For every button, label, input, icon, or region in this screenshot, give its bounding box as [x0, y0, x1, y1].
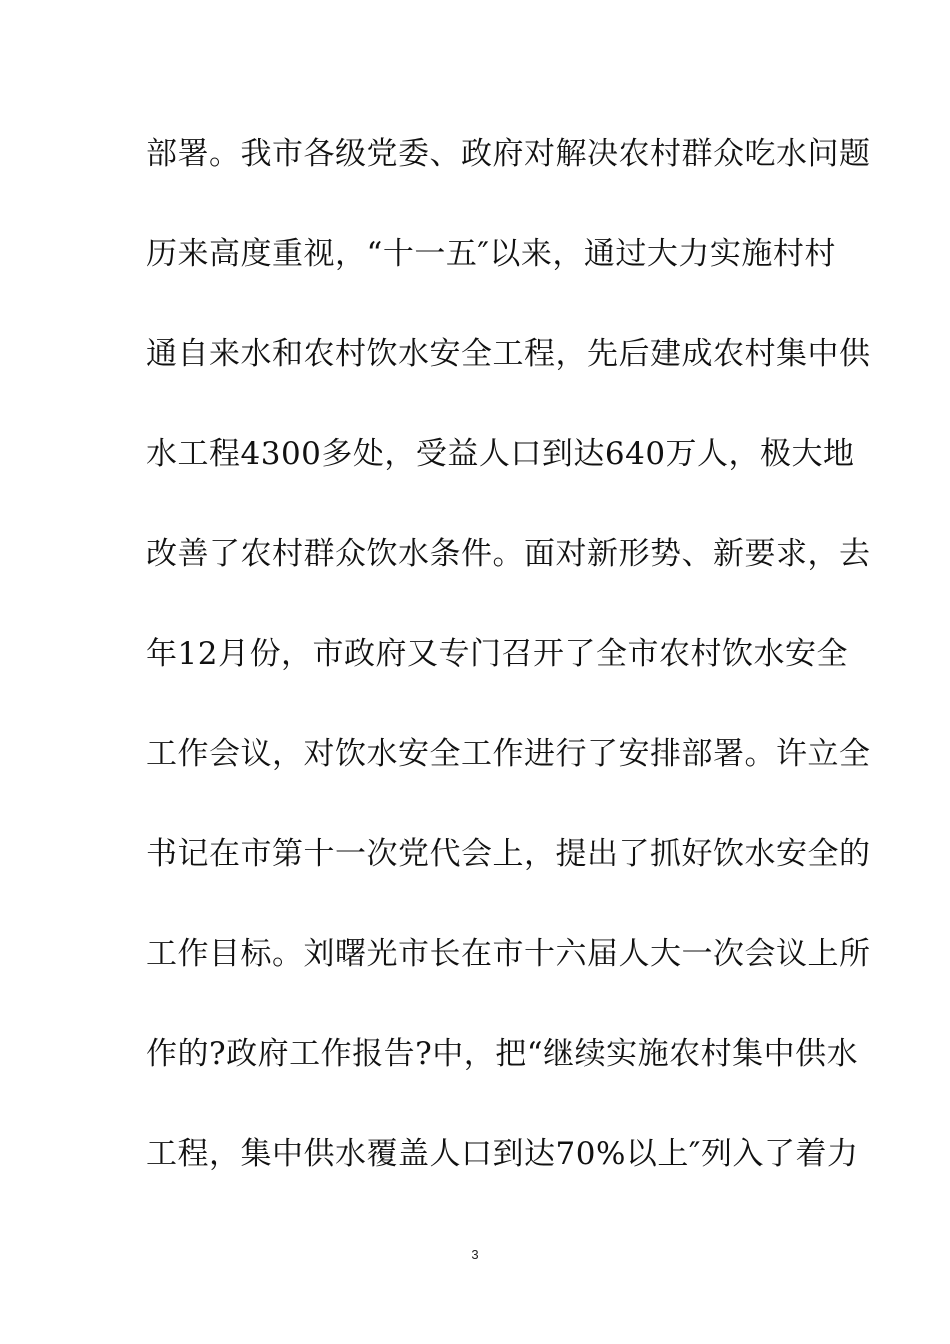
text-line: 年12月份，市政府又专门召开了全市农村饮水安全	[146, 636, 848, 672]
text-line: 工作会议，对饮水安全工作进行了安排部署。许立全	[146, 736, 871, 772]
text-line: 作的?政府工作报告?中，把“继续实施农村集中供水	[146, 1036, 859, 1072]
page-number: 3	[471, 1247, 479, 1262]
body-text	[146, 128, 871, 1228]
text-line: 历来高度重视，“十一五″以来，通过大力实施村村	[146, 236, 836, 272]
text-line: 工作目标。刘曙光市长在市十六届人大一次会议上所	[146, 936, 871, 972]
text-line: 工程，集中供水覆盖人口到达70%以上″列入了着力	[146, 1136, 859, 1172]
text-line: 水工程4300多处，受益人口到达640万人，极大地	[146, 436, 855, 472]
text-line: 书记在市第十一次党代会上，提出了抓好饮水安全的	[146, 836, 871, 872]
text-line: 改善了农村群众饮水条件。面对新形势、新要求，去	[146, 536, 871, 572]
text-line: 部署。我市各级党委、政府对解决农村群众吃水问题	[146, 136, 871, 172]
text-line: 通自来水和农村饮水安全工程，先后建成农村集中供	[146, 336, 871, 372]
